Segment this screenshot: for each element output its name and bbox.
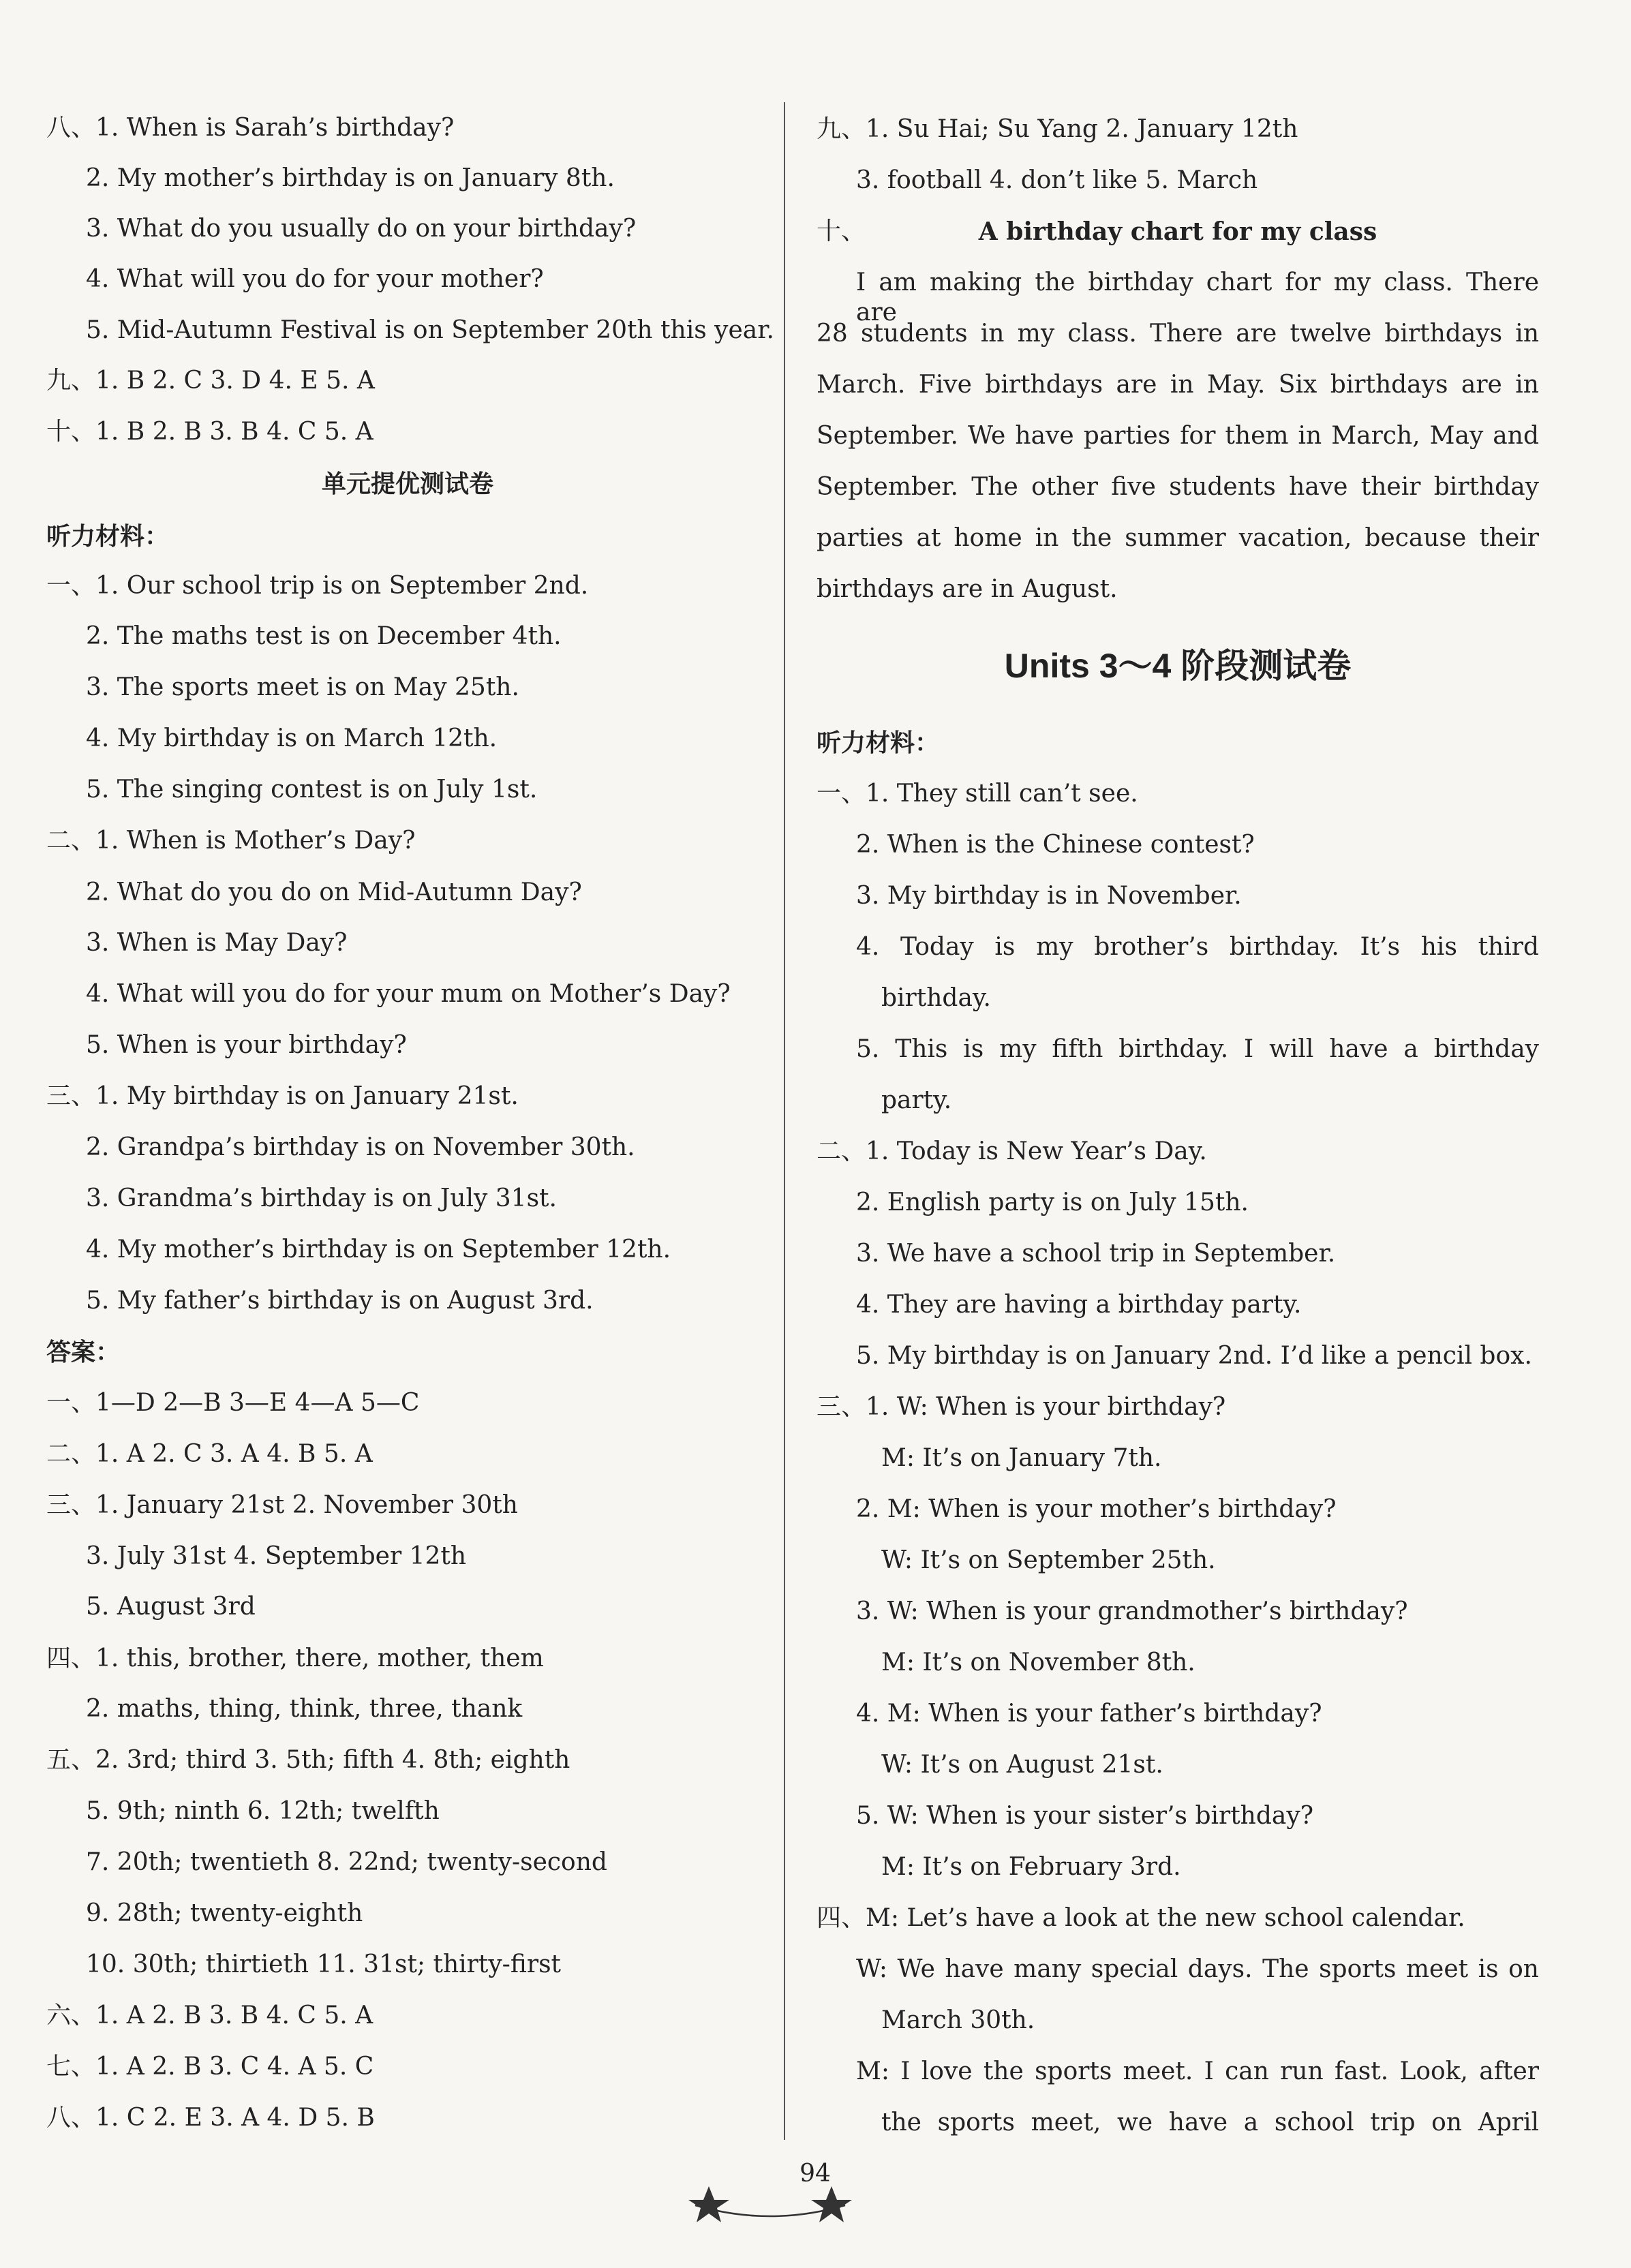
answer-line: 九、1. Su Hai; Su Yang 2. January 12th <box>817 115 1298 143</box>
text-line: 二、1. Today is New Year’s Day. <box>817 1137 1207 1165</box>
text-line: 3. My birthday is in November. <box>856 882 1242 910</box>
units-title: Units 3～4 阶段测试卷 <box>1004 647 1352 685</box>
text-line: W: We have many special days. The sports meet is on <box>856 1955 1539 1983</box>
paragraph-line: March. Five birthdays are in May. Six birthdays are in <box>817 371 1539 399</box>
paragraph-line: 28 students in my class. There are twelve birthdays in <box>817 320 1539 348</box>
text-line: W: It’s on August 21st. <box>881 1751 1163 1779</box>
text-line: 一、1. They still can’t see. <box>817 780 1138 808</box>
section-number: 十、 <box>817 217 866 245</box>
text-line: 4. They are having a birthday party. <box>856 1291 1302 1319</box>
text-line: 2. My mother’s birthday is on January 8th. <box>86 164 615 192</box>
answer-line: 九、1. B 2. C 3. D 4. E 5. A <box>46 367 375 395</box>
page-footer <box>0 2159 1631 2234</box>
answer-line: 五、2. 3rd; third 3. 5th; fifth 4. 8th; eighth <box>46 1746 570 1774</box>
text-line: 3. The sports meet is on May 25th. <box>86 673 519 701</box>
listening-label: 听力材料： <box>46 522 170 551</box>
text-line: 4. What will you do for your mum on Mother’s Day? <box>86 980 731 1008</box>
text-line: 5. W: When is your sister’s birthday? <box>856 1802 1314 1830</box>
text-line: 三、1. W: When is your birthday? <box>817 1393 1226 1421</box>
paragraph-line: September. We have parties for them in March, May and <box>817 422 1539 450</box>
text-line: 2. What do you do on Mid-Autumn Day? <box>86 878 582 906</box>
text-line: 一、1. Our school trip is on September 2nd. <box>46 572 589 600</box>
text-line: 2. When is the Chinese contest? <box>856 831 1255 859</box>
text-line: 3. We have a school trip in September. <box>856 1240 1336 1268</box>
text-line: 三、1. My birthday is on January 21st. <box>46 1082 519 1110</box>
text-line: 3. Grandma’s birthday is on July 31st. <box>86 1184 557 1212</box>
text-line: 4. What will you do for your mother? <box>86 265 544 293</box>
answer-line: 十、1. B 2. B 3. B 4. C 5. A <box>46 418 374 446</box>
answer-line: 10. 30th; thirtieth 11. 31st; thirty-first <box>86 1950 562 1978</box>
essay-heading <box>817 217 1539 247</box>
essay-title: A birthday chart for my class <box>978 217 1377 246</box>
section-title: 单元提优测试卷 <box>321 470 493 498</box>
text-line: 5. The singing contest is on July 1st. <box>86 776 538 803</box>
stars-ornament-icon <box>682 2179 859 2227</box>
answer-line: 三、1. January 21st 2. November 30th <box>46 1491 518 1519</box>
page-number: 94 <box>799 2160 831 2188</box>
text-line: M: It’s on February 3rd. <box>881 1853 1181 1881</box>
text-line: 4. My birthday is on March 12th. <box>86 724 498 752</box>
paragraph-line: I am making the birthday chart for my class. There are <box>856 269 1539 326</box>
text-line: 5. My birthday is on January 2nd. I’d like a pencil box. <box>856 1342 1532 1370</box>
answer-line: 3. July 31st 4. September 12th <box>86 1542 467 1570</box>
answer-line: 一、1—D 2—B 3—E 4—A 5—C <box>46 1389 420 1417</box>
text-line: 5. Mid-Autumn Festival is on September 20th this year. <box>86 316 774 344</box>
text-line: 3. W: When is your grandmother’s birthday? <box>856 1597 1408 1625</box>
text-line: 四、M: Let’s have a look at the new school calendar. <box>817 1904 1465 1932</box>
answer-line: 7. 20th; twentieth 8. 22nd; twenty-second <box>86 1848 607 1876</box>
text-line: 4. M: When is your father’s birthday? <box>856 1700 1322 1728</box>
text-line: the sports meet, we have a school trip on April <box>881 2109 1539 2136</box>
answer-line: 5. August 3rd <box>86 1593 256 1621</box>
text-line: 2. The maths test is on December 4th. <box>86 622 562 650</box>
text-line: M: It’s on November 8th. <box>881 1649 1195 1676</box>
text-line: 2. English party is on July 15th. <box>856 1189 1249 1216</box>
text-line: 4. Today is my brother’s birthday. It’s his third <box>856 933 1539 961</box>
text-line: 5. When is your birthday? <box>86 1031 407 1059</box>
answer-line: 七、1. A 2. B 3. C 4. A 5. C <box>46 2053 374 2081</box>
answer-line: 八、1. C 2. E 3. A 4. D 5. B <box>46 2104 375 2132</box>
text-line: 3. When is May Day? <box>86 929 348 957</box>
text-line: W: It’s on September 25th. <box>881 1546 1216 1574</box>
column-divider <box>784 102 785 2140</box>
answer-line: 2. maths, thing, think, three, thank <box>86 1695 523 1723</box>
text-line: M: I love the sports meet. I can run fast. Look, after <box>856 2057 1539 2085</box>
answer-line: 四、1. this, brother, there, mother, them <box>46 1644 544 1672</box>
paragraph-line: birthdays are in August. <box>817 575 1118 603</box>
answers-label: 答案： <box>46 1338 121 1366</box>
text-line: 5. This is my fifth birthday. I will have a birthday <box>856 1035 1539 1063</box>
paragraph-line: September. The other five students have their birthday <box>817 473 1539 501</box>
answer-line: 9. 28th; twenty-eighth <box>86 1899 363 1927</box>
answer-line: 二、1. A 2. C 3. A 4. B 5. A <box>46 1440 373 1468</box>
text-line: M: It’s on January 7th. <box>881 1444 1162 1472</box>
answer-line: 3. football 4. don’t like 5. March <box>856 166 1258 194</box>
text-line: birthday. <box>881 984 991 1012</box>
text-line: 4. My mother’s birthday is on September 12th. <box>86 1236 671 1263</box>
text-line: 2. M: When is your mother’s birthday? <box>856 1495 1337 1523</box>
text-line: 八、1. When is Sarah’s birthday? <box>46 114 455 142</box>
answer-line: 六、1. A 2. B 3. B 4. C 5. A <box>46 2002 374 2029</box>
text-line: party. <box>881 1086 952 1114</box>
answer-line: 5. 9th; ninth 6. 12th; twelfth <box>86 1797 440 1825</box>
text-line: 3. What do you usually do on your birthday? <box>86 215 637 243</box>
paragraph-line: parties at home in the summer vacation, because their <box>817 524 1539 552</box>
text-line: 2. Grandpa’s birthday is on November 30th. <box>86 1133 635 1161</box>
listening-label: 听力材料： <box>817 729 940 757</box>
text-line: March 30th. <box>881 2006 1035 2034</box>
text-line: 二、1. When is Mother’s Day? <box>46 827 416 855</box>
text-line: 5. My father’s birthday is on August 3rd. <box>86 1287 594 1315</box>
